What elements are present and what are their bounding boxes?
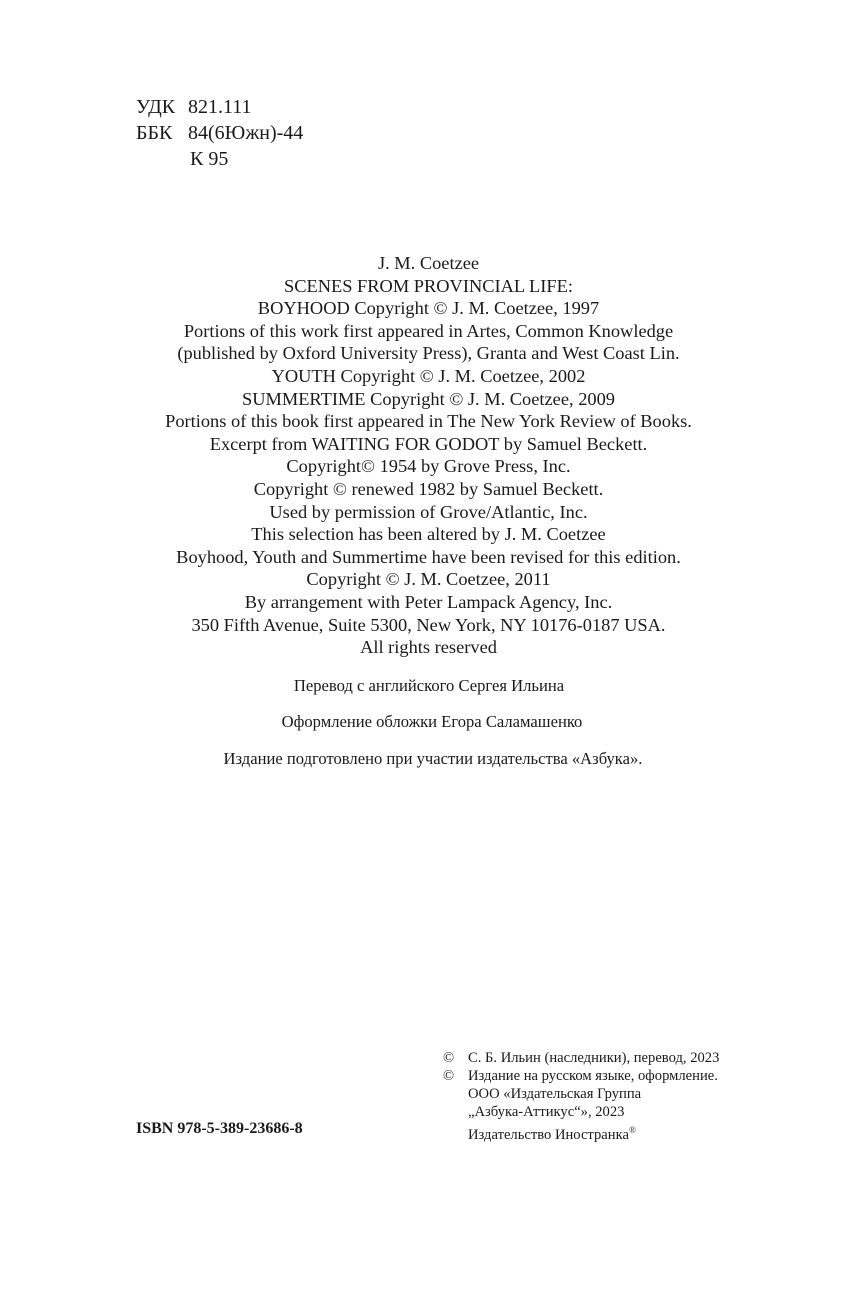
copyright-icon: © <box>443 1050 455 1066</box>
credit-line: Copyright © J. M. Coetzee, 2011 <box>306 569 551 590</box>
credit-line: BOYHOOD Copyright © J. M. Coetzee, 1997 <box>257 298 600 319</box>
registered-mark: ® <box>628 1125 636 1135</box>
udk-label: УДК <box>136 96 176 118</box>
udk-row <box>136 94 303 120</box>
cover-design-credit: Оформление обложки Егора Саламашенко <box>281 712 583 731</box>
credit-line: Used by permission of Grove/Atlantic, Inc. <box>269 501 588 522</box>
catalog-block <box>136 94 303 172</box>
rights-row-publisher-2 <box>443 1103 719 1121</box>
credit-line: Excerpt from WAITING FOR GODOT by Samuel Beckett. <box>209 433 648 454</box>
rights-row-translation <box>443 1049 719 1067</box>
credit-line: Boyhood, Youth and Summertime have been revised for this edition. <box>176 546 681 567</box>
rights-edition: Издание на русском языке, оформление. <box>468 1068 718 1084</box>
credit-line: All rights reserved <box>360 637 497 658</box>
imprint-name: Издательство Иностранка <box>468 1126 629 1143</box>
bbk-row <box>136 120 303 146</box>
udk-value: 821.111 <box>188 96 252 118</box>
rights-imprint <box>468 1121 636 1144</box>
credit-line: Copyright© 1954 by Grove Press, Inc. <box>286 456 571 477</box>
credit-line: Portions of this work first appeared in Artes, Common Knowledge <box>183 320 674 341</box>
credit-line: Copyright © renewed 1982 by Samuel Beckett. <box>253 478 604 499</box>
credit-line: YOUTH Copyright © J. M. Coetzee, 2002 <box>271 365 586 386</box>
rights-block <box>443 1049 719 1144</box>
credit-line: 350 Fifth Avenue, Suite 5300, New York, NY 10176-0187 USA. <box>191 614 666 635</box>
rights-row-publisher <box>443 1085 719 1103</box>
bbk-label: ББК <box>136 122 173 144</box>
author-mark: К 95 <box>190 148 229 170</box>
credit-line: SUMMERTIME Copyright © J. M. Coetzee, 2009 <box>241 388 615 409</box>
rights-translation: С. Б. Ильин (наследники), перевод, 2023 <box>468 1050 720 1066</box>
credit-line: This selection has been altered by J. M. Coetzee <box>251 524 606 545</box>
credit-line: J. M. Coetzee <box>377 253 480 273</box>
copyright-credits <box>0 252 857 659</box>
rights-publisher-2: „Азбука-Аттикус“», 2023 <box>468 1104 625 1120</box>
copyright-icon: © <box>443 1068 455 1084</box>
bbk-value: 84(6Южн)-44 <box>188 122 304 144</box>
credit-line: Portions of this book first appeared in The New York Review of Books. <box>165 411 692 432</box>
isbn: ISBN 978-5-389-23686-8 <box>136 1120 303 1137</box>
credit-line: By arrangement with Peter Lampack Agency, Inc. <box>244 591 613 612</box>
translation-credit: Перевод с английского Сергея Ильина <box>293 676 565 695</box>
credit-line: SCENES FROM PROVINCIAL LIFE: <box>283 275 573 296</box>
rights-row-imprint <box>443 1121 719 1144</box>
credit-line: (published by Oxford University Press), Granta and West Coast Lin. <box>177 343 680 364</box>
rights-row-edition <box>443 1067 719 1085</box>
edition-note: Издание подготовлено при участии издательства «Азбука». <box>223 749 643 768</box>
rights-publisher-1: ООО «Издательская Группа <box>468 1086 642 1102</box>
